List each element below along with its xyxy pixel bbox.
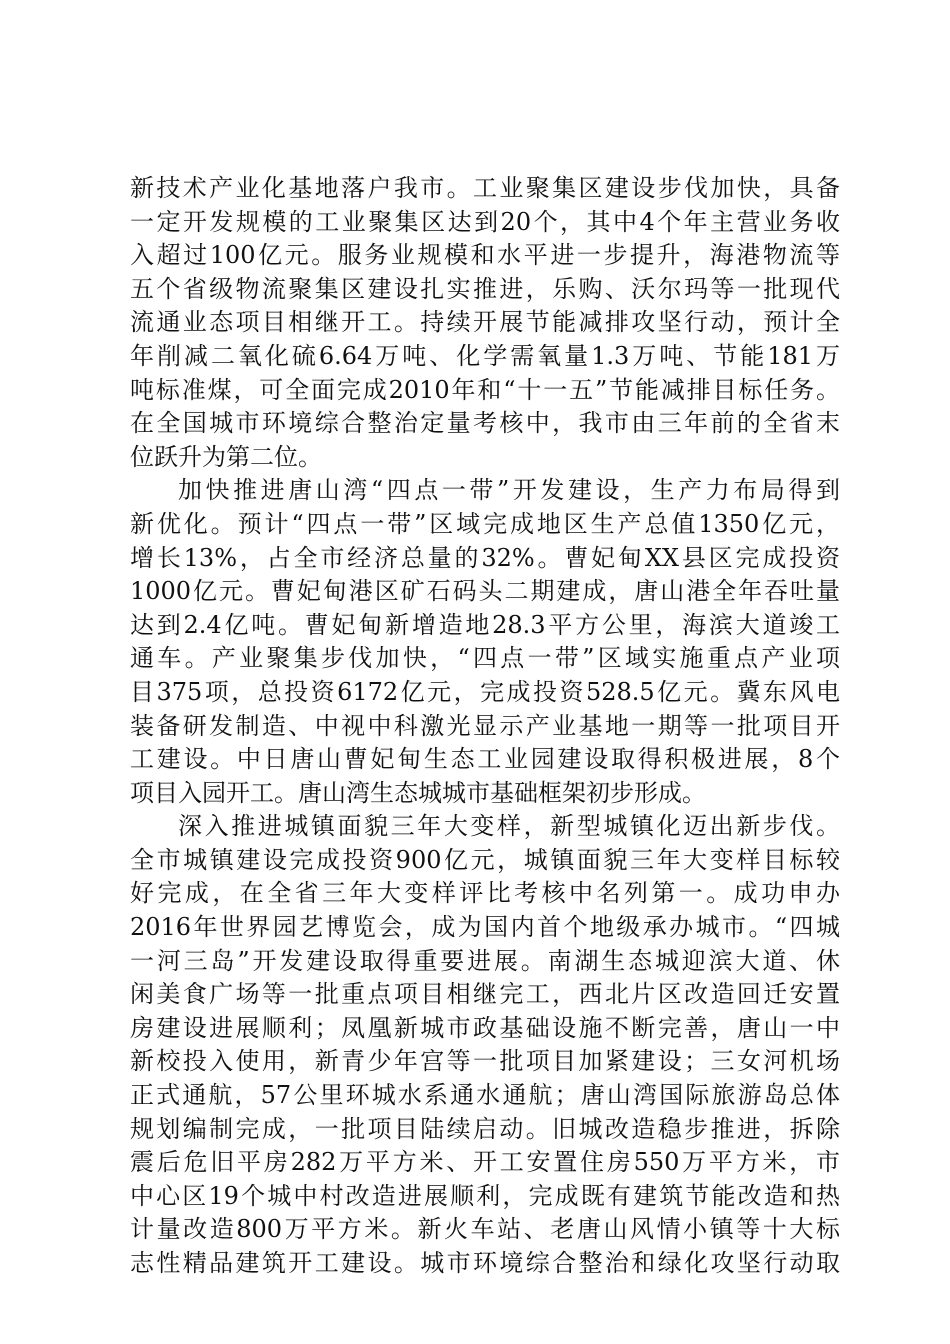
text-line: 装备研发制造、中视中科激光显示产业基地一期等一批项目开 bbox=[130, 711, 840, 740]
text-line: 正式通航，57公里环城水系通水通航；唐山湾国际旅游岛总体 bbox=[130, 1081, 840, 1110]
text-line: 五个省级物流聚集区建设扎实推进，乐购、沃尔玛等一批现代 bbox=[130, 274, 840, 303]
text-line: 好完成，在全省三年大变样评比考核中名列第一。成功申办 bbox=[130, 879, 840, 908]
text-line: 项目入园开工。唐山湾生态城城市基础框架初步形成。 bbox=[130, 778, 706, 807]
text-line: 房建设进展顺利；凤凰新城市政基础设施不断完善，唐山一中 bbox=[130, 1013, 840, 1042]
text-line: 年削减二氧化硫6.64万吨、化学需氧量1.3万吨、节能181万 bbox=[130, 341, 840, 370]
text-line: 1000亿元。曹妃甸港区矿石码头二期建成，唐山港全年吞吐量 bbox=[130, 577, 840, 606]
text-line: 新优化。预计“四点一带”区域完成地区生产总值1350亿元， bbox=[130, 509, 840, 538]
paragraph-first-line: 深入推进城镇面貌三年大变样，新型城镇化迈出新步伐。 bbox=[178, 812, 840, 841]
text-line: 志性精品建筑开工建设。城市环境综合整治和绿化攻坚行动取 bbox=[130, 1249, 840, 1277]
text-line: 全市城镇建设完成投资900亿元，城镇面貌三年大变样目标较 bbox=[130, 845, 840, 874]
text-line: 中心区19个城中村改造进展顺利，完成既有建筑节能改造和热 bbox=[130, 1181, 840, 1210]
text-line: 通车。产业聚集步伐加快，“四点一带”区域实施重点产业项 bbox=[130, 644, 840, 673]
text-line: 一河三岛”开发建设取得重要进展。南湖生态城迎滨大道、休 bbox=[130, 946, 840, 975]
text-line: 目375项，总投资6172亿元，完成投资528.5亿元。冀东风电 bbox=[130, 677, 840, 706]
text-line: 新技术产业化基地落户我市。工业聚集区建设步伐加快，具备 bbox=[130, 174, 840, 202]
text-line: 流通业态项目相继开工。持续开展节能减排攻坚行动，预计全 bbox=[130, 308, 840, 337]
text-line: 增长13%，占全市经济总量的32%。曹妃甸XX县区完成投资 bbox=[130, 543, 840, 572]
text-line: 闲美食广场等一批重点项目相继完工，西北片区改造回迁安置 bbox=[130, 980, 840, 1009]
text-line: 吨标准煤，可全面完成2010年和“十一五”节能减排目标任务。 bbox=[130, 375, 840, 404]
text-line: 在全国城市环境综合整治定量考核中，我市由三年前的全省末 bbox=[130, 409, 840, 438]
text-line: 工建设。中日唐山曹妃甸生态工业园建设取得积极进展，8个 bbox=[130, 745, 840, 774]
text-line: 新校投入使用，新青少年宫等一批项目加紧建设；三女河机场 bbox=[130, 1047, 840, 1076]
text-line: 震后危旧平房282万平方米、开工安置住房550万平方米，市 bbox=[130, 1148, 840, 1177]
text-line: 计量改造800万平方米。新火车站、老唐山风情小镇等十大标 bbox=[130, 1215, 840, 1244]
text-line: 规划编制完成，一批项目陆续启动。旧城改造稳步推进，拆除 bbox=[130, 1114, 840, 1143]
text-line: 位跃升为第二位。 bbox=[130, 442, 322, 471]
text-line: 2016年世界园艺博览会，成为国内首个地级承办城市。“四城 bbox=[130, 913, 840, 942]
document-body bbox=[130, 172, 840, 1281]
text-line: 一定开发规模的工业聚集区达到20个，其中4个年主营业务收 bbox=[130, 207, 840, 236]
text-line: 达到2.4亿吨。曹妃甸新增造地28.3平方公里，海滨大道竣工 bbox=[130, 610, 840, 639]
paragraph-first-line: 加快推进唐山湾“四点一带”开发建设，生产力布局得到 bbox=[178, 476, 840, 505]
text-line: 入超过100亿元。服务业规模和水平进一步提升，海港物流等 bbox=[130, 241, 840, 270]
